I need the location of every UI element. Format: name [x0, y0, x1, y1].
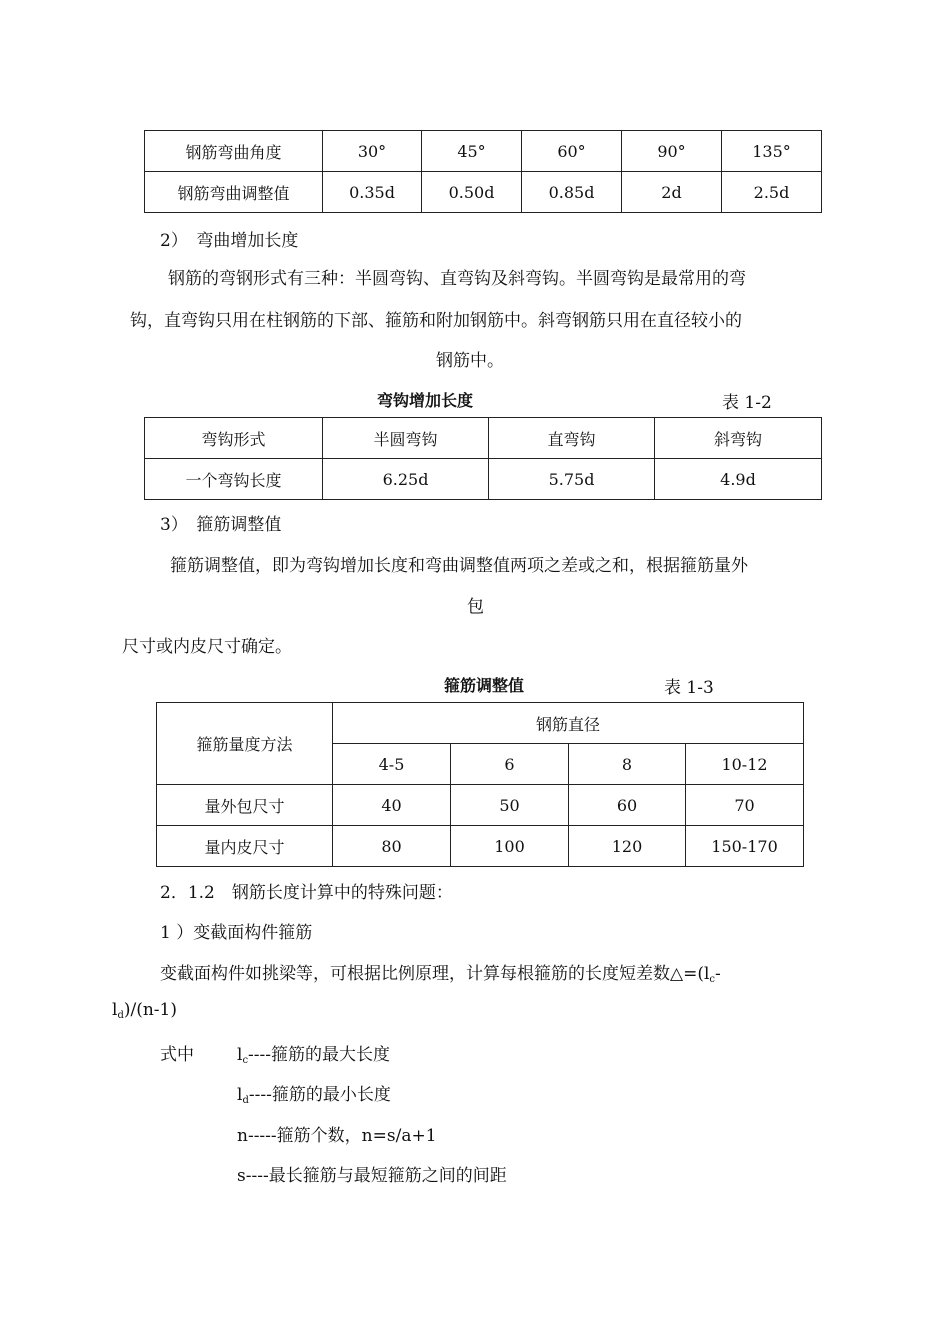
paragraph-line: 钩，直弯钩只用在柱钢筋的下部、箍筋和附加钢筋中。斜弯钢筋只用在直径较小的	[130, 311, 742, 331]
table-cell: 斜弯钩	[655, 418, 822, 459]
definition-line	[237, 1080, 391, 1106]
table-title: 弯钩增加长度	[377, 391, 474, 410]
table-cell: 135°	[722, 131, 822, 172]
table-cell: 30°	[323, 131, 422, 172]
table-cell: 80	[333, 826, 451, 867]
paragraph-text: )/(n-1)	[123, 1000, 177, 1020]
table-row	[157, 785, 804, 826]
subscript: c	[709, 974, 715, 985]
paragraph-line: 钢筋的弯钢形式有三种：半圆弯钩、直弯钩及斜弯钩。半圆弯钩是最常用的弯	[168, 269, 746, 289]
table-cell: 6.25d	[323, 459, 489, 500]
table-cell: 100	[451, 826, 569, 867]
paragraph-line: 箍筋调整值，即为弯钩增加长度和弯曲调整值两项之差或之和，根据箍筋量外	[170, 556, 748, 576]
table-cell: 0.85d	[522, 172, 622, 213]
table-cell: 60	[569, 785, 686, 826]
diameter-cell: 4-5	[333, 744, 451, 785]
sub-heading: 1 ）变截面构件箍筋	[160, 923, 313, 943]
row-header-cell: 箍筋量度方法	[157, 703, 333, 785]
section-heading: 2） 弯曲增加长度	[160, 231, 299, 251]
table-cell: 5.75d	[489, 459, 655, 500]
table-cell: 量外包尺寸	[157, 785, 333, 826]
table-cell: 40	[333, 785, 451, 826]
table-cell: 钢筋弯曲调整值	[145, 172, 323, 213]
table-cell: 半圆弯钩	[323, 418, 489, 459]
diameter-cell: 6	[451, 744, 569, 785]
table-cell: 150-170	[686, 826, 804, 867]
definition-text: l	[237, 1045, 243, 1065]
stirrup-adjustment-table	[156, 702, 804, 867]
table-row	[157, 703, 804, 744]
table-number: 表 1-2	[722, 393, 772, 413]
paragraph-text: 变截面构件如挑梁等，可根据比例原理，计算每根箍筋的长度短差数△=(l	[160, 964, 710, 984]
subscript: d	[242, 1095, 249, 1106]
table-row	[145, 459, 822, 500]
definition-line: s----最长箍筋与最短箍筋之间的间距	[237, 1166, 507, 1186]
table-cell: 60°	[522, 131, 622, 172]
table-number: 表 1-3	[664, 678, 714, 698]
table-cell: 2d	[622, 172, 722, 213]
paragraph-line: 包	[467, 597, 484, 617]
table-row	[145, 172, 822, 213]
paragraph-line	[112, 1000, 177, 1021]
formula-label: 式中	[160, 1045, 194, 1065]
table-row	[157, 826, 804, 867]
table-cell: 0.35d	[323, 172, 422, 213]
table-cell: 90°	[622, 131, 722, 172]
diameter-cell: 8	[569, 744, 686, 785]
subscript: d	[117, 1010, 124, 1021]
table-cell: 4.9d	[655, 459, 822, 500]
table-cell: 一个弯钩长度	[145, 459, 323, 500]
paragraph-line: 钢筋中。	[436, 351, 504, 371]
table-cell: 0.50d	[422, 172, 522, 213]
paragraph-text: -	[715, 964, 721, 984]
table-cell: 120	[569, 826, 686, 867]
group-header-cell: 钢筋直径	[333, 703, 804, 744]
subscript: c	[242, 1055, 249, 1066]
paragraph-line	[160, 959, 721, 985]
section-heading: 2．1.2 钢筋长度计算中的特殊问题：	[160, 883, 453, 903]
section-heading: 3） 箍筋调整值	[160, 515, 282, 535]
table-cell: 50	[451, 785, 569, 826]
definition-line: n-----箍筋个数，n=s/a+1	[237, 1126, 437, 1146]
table-cell: 钢筋弯曲角度	[145, 131, 323, 172]
definition-text: ----箍筋的最大长度	[248, 1045, 391, 1065]
table-cell: 量内皮尺寸	[157, 826, 333, 867]
table-cell: 弯钩形式	[145, 418, 323, 459]
definition-line	[237, 1040, 390, 1066]
table-row	[145, 418, 822, 459]
paragraph-text: l	[112, 1000, 118, 1020]
diameter-cell: 10-12	[686, 744, 804, 785]
paragraph-line: 尺寸或内皮尺寸确定。	[122, 637, 292, 657]
table-cell: 45°	[422, 131, 522, 172]
table-row	[145, 131, 822, 172]
table-cell: 直弯钩	[489, 418, 655, 459]
bend-adjustment-table	[144, 130, 822, 213]
table-cell: 70	[686, 785, 804, 826]
definition-text: l	[237, 1085, 243, 1105]
table-title: 箍筋调整值	[444, 676, 525, 695]
definition-text: ----箍筋的最小长度	[248, 1085, 391, 1105]
hook-length-table	[144, 417, 822, 500]
table-cell: 2.5d	[722, 172, 822, 213]
